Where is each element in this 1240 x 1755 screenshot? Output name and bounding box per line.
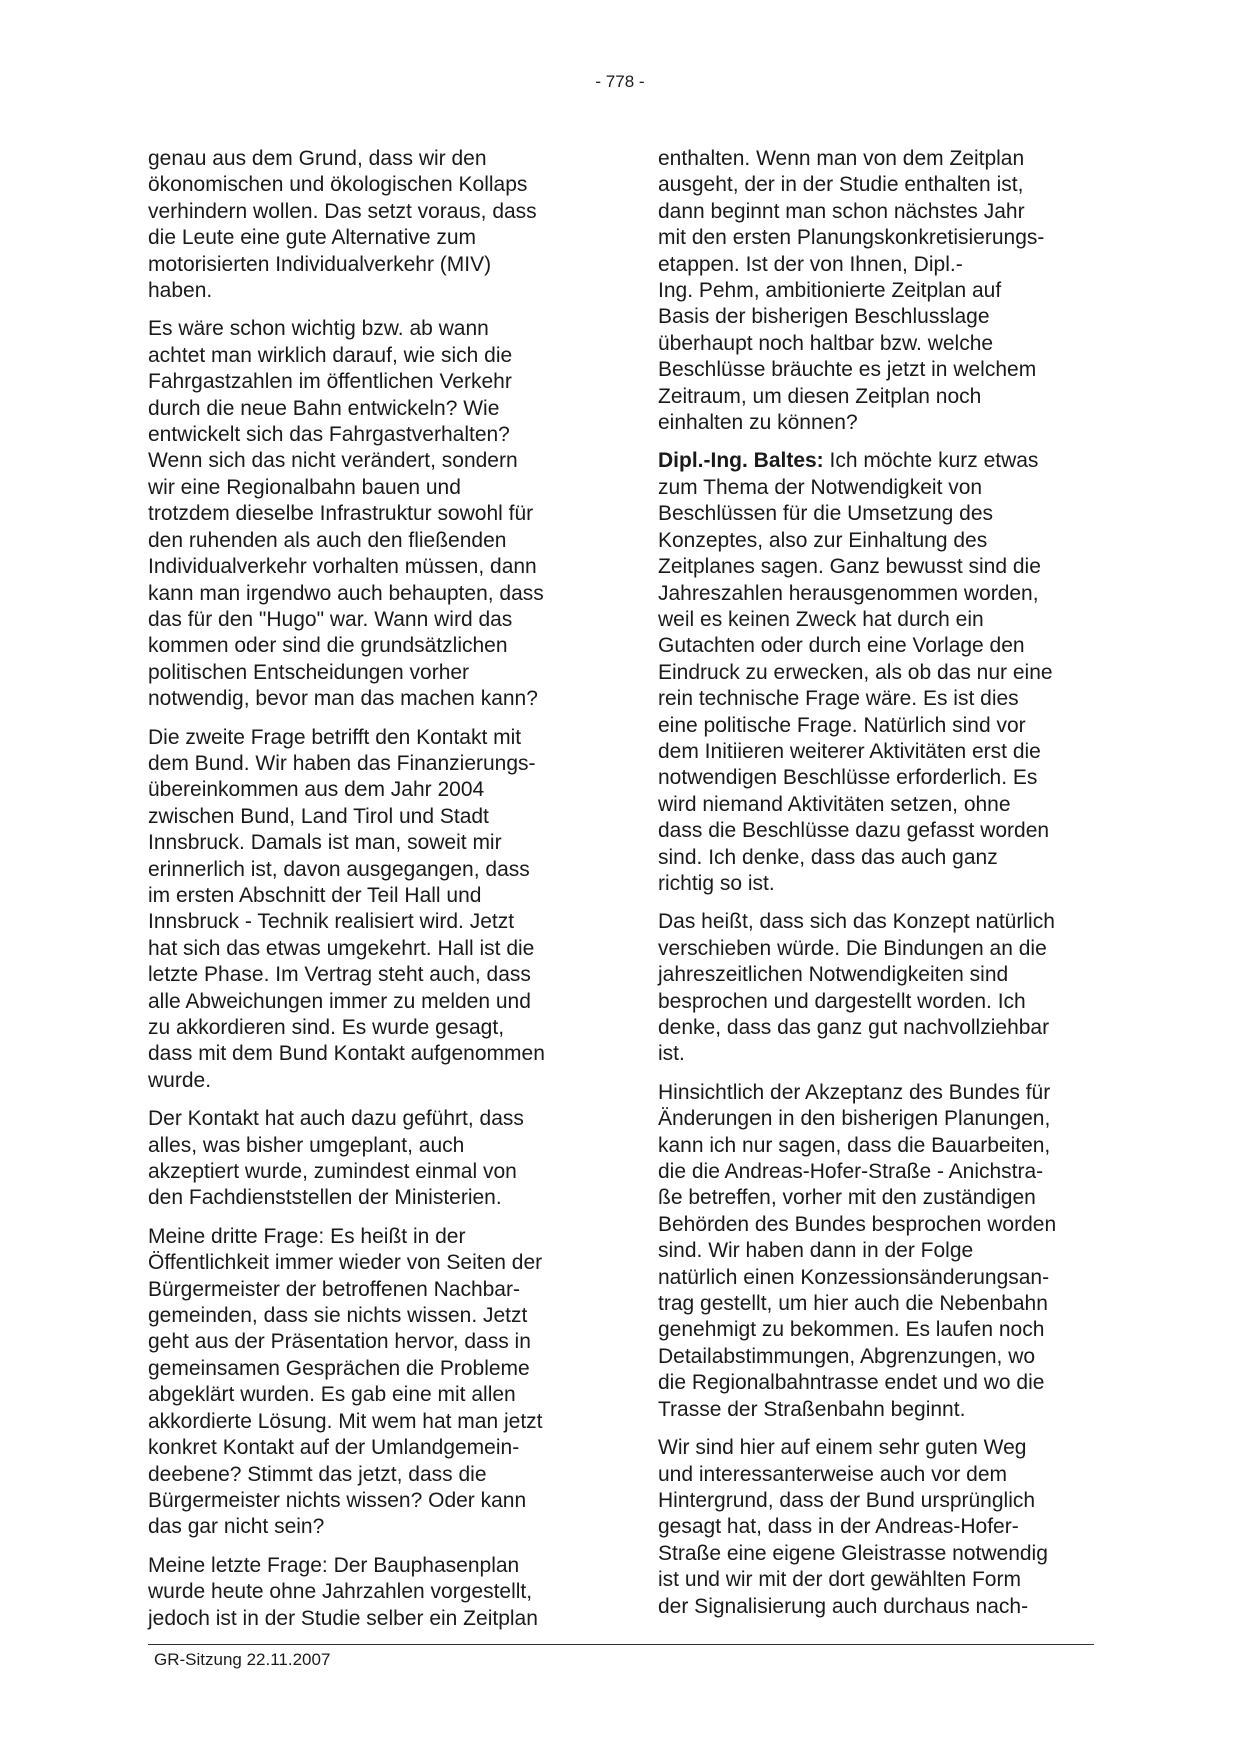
paragraph: Es wäre schon wichtig bzw. ab wann achtet man wirklich darauf, wie sich die Fahrgastzahlen im öffentlichen Verkehr durch die neue Bahn entwickeln? Wie entwickelt sich das Fahrgastverhalten? Wenn sich das nicht verändert, sondern wir eine Regionalbahn bauen und trotzdem dieselbe Infrastruktur sowohl für den ruhenden als auch den fließenden Individualverkehr vorhalten müssen, dann kann man irgendwo auch behaupten, dass das für den "Hugo" war. Wann wird das kommen oder sind die grundsätzlichen politischen Entscheidungen vorher notwendig, bevor man das machen kann? <box>148 317 544 711</box>
paragraph: Die zweite Frage betrifft den Kontakt mit dem Bund. Wir haben das Finanzierungs- übereinkommen aus dem Jahr 2004 zwischen Bund, Land Tirol und Stadt Innsbruck. Damals ist man, soweit mir erinnerlich ist, davon ausgegangen, dass im ersten Abschnitt der Teil Hall und Innsbruck - Technik realisiert wird. Jetzt hat sich das etwas umgekehrt. Hall ist die letzte Phase. Im Vertrag steht auch, dass alle Abweichungen immer zu melden und zu akkordieren sind. Es wurde gesagt, dass mit dem Bund Kontakt aufgenommen wurde. <box>148 725 545 1092</box>
speaker-paragraph <box>658 448 1098 897</box>
speaker-name: Dipl.-Ing. Baltes: <box>658 449 824 473</box>
paragraph: Das heißt, dass sich das Konzept natürlich verschieben würde. Die Bindungen an die jahreszeitlichen Notwendigkeiten sind besprochen und dargestellt worden. Ich denke, dass das ganz gut nachvollziehbar ist. <box>658 910 1055 1066</box>
paragraph: enthalten. Wenn man von dem Zeitplan ausgeht, der in der Studie enthalten ist, dann beginnt man schon nächstes Jahr mit den ersten Planungskonkretisierungs- etappen. Ist der von Ihnen, Dipl.- Ing. Pehm, ambitionierte Zeitplan auf Basis der bisherigen Beschlusslage überhaupt noch haltbar bzw. welche Beschlüsse bräuchte es jetzt in welchem Zeitraum, um diesen Zeitplan noch einhalten zu können? <box>658 147 1045 435</box>
right-column <box>658 146 1098 1632</box>
paragraph: Meine letzte Frage: Der Bauphasenplan wurde heute ohne Jahrzahlen vorgestellt, jedoch ist in der Studie selber ein Zeitplan <box>148 1553 538 1630</box>
paragraph: Wir sind hier auf einem sehr guten Weg und interessanterweise auch vor dem Hintergrund, dass der Bund ursprünglich gesagt hat, dass in der Andreas-Hofer- Straße eine eigene Gleistrasse notwendig ist und wir mit der dort gewählten Form der Signalisierung auch durchaus nach- <box>658 1436 1048 1618</box>
paragraph: Der Kontakt hat auch dazu geführt, dass alles, was bisher umgeplant, auch akzeptiert wurde, zumindest einmal von den Fachdienststellen der Ministerien. <box>148 1107 524 1210</box>
footer-session-date: GR-Sitzung 22.11.2007 <box>154 1650 331 1669</box>
paragraph: Hinsichtlich der Akzeptanz des Bundes für Änderungen in den bisherigen Planungen, kann ich nur sagen, dass die Bauarbeiten, die die Andreas-Hofer-Straße - Anichstra- ße betreffen, vorher mit den zuständigen Behörden des Bundes besprochen worden sind. Wir haben dann in der Folge natürlich einen Konzessionsänderungsan- trag gestellt, um hier auch die Nebenbahn genehmigt zu bekommen. Es laufen noch Detailabstimmungen, Abgrenzungen, wo die Regionalbahntrasse endet und wo die Trasse der Straßenbahn beginnt. <box>658 1080 1057 1421</box>
paragraph: genau aus dem Grund, dass wir den ökonomischen und ökologischen Kollaps verhindern wollen. Das setzt voraus, dass die Leute eine gute Alternative zum motorisierten Individualverkehr (MIV) haben. <box>148 147 537 303</box>
footer-divider <box>148 1644 1094 1645</box>
left-column <box>148 146 588 1644</box>
paragraph: Meine dritte Frage: Es heißt in der Öffentlichkeit immer wieder von Seiten der Bürgermeister der betroffenen Nachbar- gemeinden, dass sie nichts wissen. Jetzt geht aus der Präsentation hervor, dass in gemeinsamen Gesprächen die Probleme abgeklärt wurden. Es gab eine mit allen akkordierte Lösung. Mit wem hat man jetzt konkret Kontakt auf der Umlandgemein- deebene? Stimmt das jetzt, dass die Bürgermeister nichts wissen? Oder kann das gar nicht sein? <box>148 1224 543 1539</box>
speaker-statement: Ich möchte kurz etwas zum Thema der Notwendigkeit von Beschlüssen für die Umsetzung des Konzeptes, also zur Einhaltung des Zeitplanes sagen. Ganz bewusst sind die Jahreszahlen herausgenommen worden, weil es keinen Zweck hat durch ein Gutachten oder durch eine Vorlage den Eindruck zu erwecken, als ob das nur eine rein technische Frage wäre. Es ist dies eine politische Frage. Natürlich sind vor dem Initiieren weiterer Aktivitäten erst die notwendigen Beschlüsse erforderlich. Es wird niemand Aktivitäten setzen, ohne dass die Beschlüsse dazu gefasst worden sind. Ich denke, dass das auch ganz richtig so ist. <box>658 449 1053 895</box>
page-number: - 778 - <box>595 72 645 91</box>
